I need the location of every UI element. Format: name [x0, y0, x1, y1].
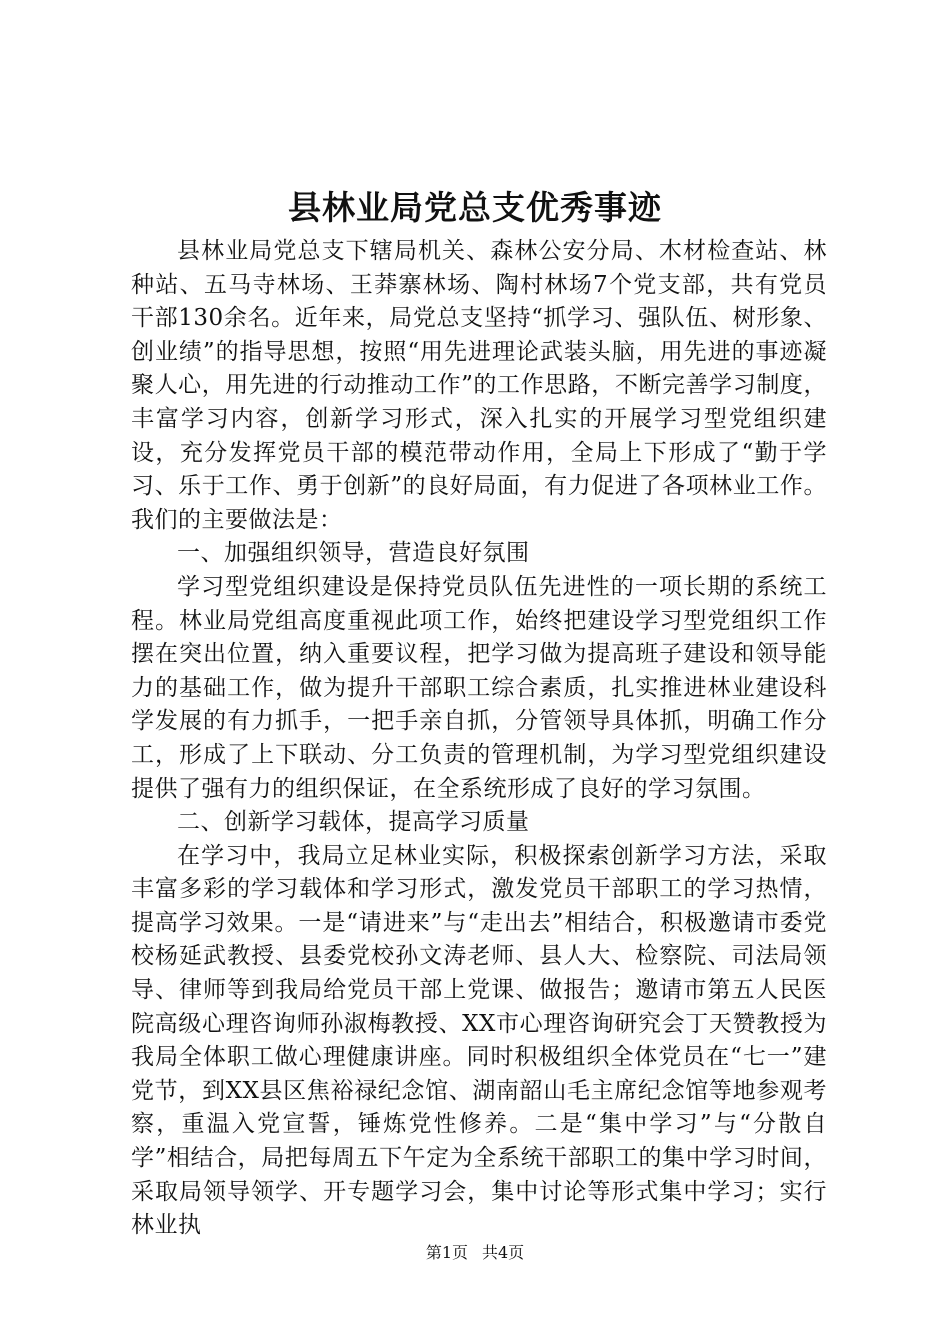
paragraph-section-2: 在学习中，我局立足林业实际，积极探索创新学习方法，采取丰富多彩的学习载体和学习形式，激发党员干部职工的学习热情，提高学习效果。一是“请进来”与“走出去”相结合，积极邀请市委党校杨延武教授、县委党校孙文涛老师、县人大、检察院、司法局领导、律师等到我局给党员干部上党课、做报告；邀请市第五人民医院高级心理咨询师孙淑梅教授、XX市心理咨询研究会丁天赞教授为我局全体职工做心理健康讲座。同时积极组织全体党员在“七一”建党节，到XX县区焦裕禄纪念馆、湖南韶山毛主席纪念馆等地参观考察，重温入党宣誓，锤炼党性修养。二是“集中学习”与“分散自学”相结合，局把每周五下午定为全系统干部职工的集中学习时间，采取局领导领学、开专题学习会，集中讨论等形式集中学习；实行林业执	[131, 842, 827, 1239]
page-footer	[0, 1242, 950, 1264]
section-heading-1: 一、加强组织领导，营造良好氛围	[177, 540, 530, 567]
paragraph-intro: 县林业局党总支下辖局机关、森林公安分局、木材检查站、林种站、五马寺林场、王莽寨林场、陶村林场7个党支部，共有党员干部130余名。近年来，局党总支坚持“抓学习、强队伍、树形象、创业绩”的指导思想，按照“用先进理论武装头脑，用先进的事迹凝聚人心，用先进的行动推动工作”的工作思路，不断完善学习制度，丰富学习内容，创新学习形式，深入扎实的开展学习型党组织建设，充分发挥党员干部的模范带动作用，全局上下形成了“勤于学习、乐于工作、勇于创新”的良好局面，有力促进了各项林业工作。我们的主要做法是：	[131, 238, 827, 533]
paragraph-section-1: 学习型党组织建设是保持党员队伍先进性的一项长期的系统工程。林业局党组高度重视此项工作，始终把建设学习型党组织工作摆在突出位置，纳入重要议程，把学习做为提高班子建设和领导能力的基础工作，做为提升干部职工综合素质，扎实推进林业建设科学发展的有力抓手，一把手亲自抓，分管领导具体抓，明确工作分工，形成了上下联动、分工负责的管理机制，为学习型党组织建设提供了强有力的组织保证，在全系统形成了良好的学习氛围。	[131, 573, 827, 802]
page-number: 第1页	[425, 1243, 468, 1262]
document-body	[131, 235, 827, 1243]
page-count: 共4页	[482, 1243, 525, 1262]
document-title: 县林业局党总支优秀事迹	[288, 188, 662, 227]
section-heading-2: 二、创新学习载体，提高学习质量	[177, 809, 530, 836]
